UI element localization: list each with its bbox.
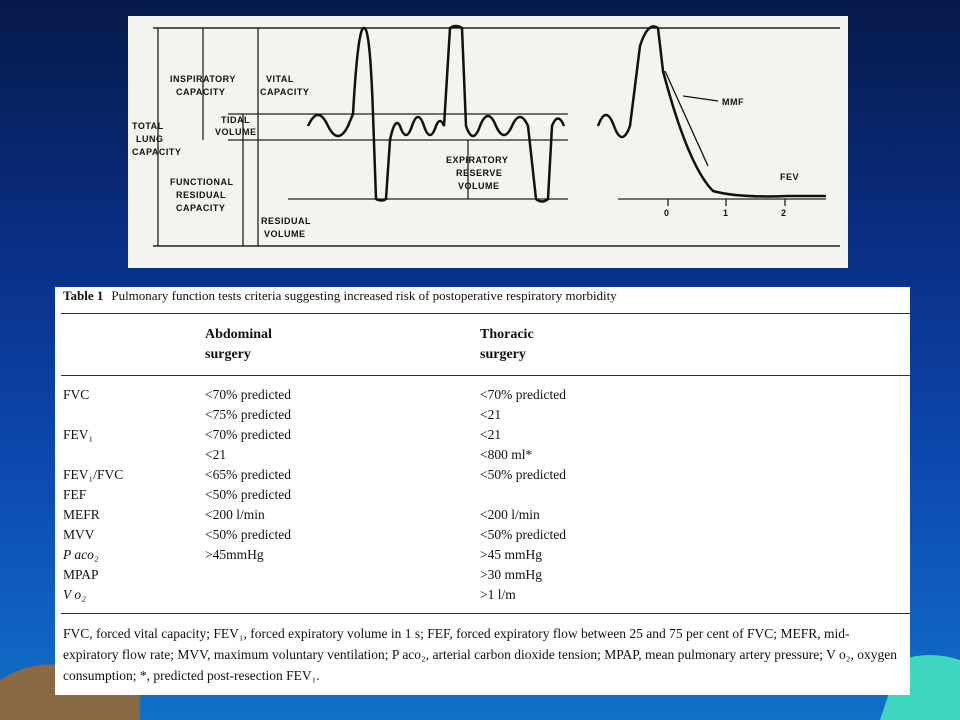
table-rule-header xyxy=(61,375,910,376)
table-caption xyxy=(63,288,617,304)
label-vital-capacity: VITAL CAPACITY xyxy=(260,74,310,97)
table-row: FEV₁/FVC <65% predicted <50% predicted xyxy=(63,467,566,482)
column-header-thoracic: Thoracic surgery xyxy=(480,327,534,362)
tick-label-0: 0 xyxy=(664,208,670,218)
table-row: <75% predicted <21 xyxy=(205,407,502,422)
table-row: FEV₁ <70% predicted <21 xyxy=(63,427,502,442)
label-expiratory-reserve-volume: EXPIRATORY RESERVE VOLUME xyxy=(446,155,509,191)
table-row: V o₂ >1 l/m xyxy=(63,587,516,602)
table-row: MPAP >30 mmHg xyxy=(63,567,542,582)
table-number: Table 1 xyxy=(63,288,104,303)
pft-criteria-table xyxy=(55,287,910,695)
lung-volume-diagram xyxy=(128,16,848,268)
table-row: P aco₂ >45mmHg >45 mmHg xyxy=(63,547,542,562)
table-row: MEFR <200 l/min <200 l/min xyxy=(63,507,540,522)
table-row: FVC <70% predicted <70% predicted xyxy=(63,387,566,402)
table-footnote: FVC, forced vital capacity; FEV₁, forced expiratory volume in 1 s; FEF, forced expiratory flow between 25 and 75 per cent of FVC; MEFR, mid-expiratory flow rate; MVV, maximum voluntary ventilation; P aco₂, arterial carbon dioxide tension; MPAP, mean pulmonary artery pressure; V o₂, oxygen consumption; *, predicted post-resection FEV₁. xyxy=(63,626,898,683)
label-inspiratory-capacity: INSPIRATORY CAPACITY xyxy=(170,74,236,97)
label-tidal-volume: TIDAL VOLUME xyxy=(215,115,257,137)
label-mmf: MMF xyxy=(722,97,744,107)
table-rule-bottom xyxy=(61,613,910,614)
label-total-lung-capacity: TOTAL LUNG CAPACITY xyxy=(132,121,182,157)
tick-label-2: 2 xyxy=(781,208,787,218)
table-row: MVV <50% predicted <50% predicted xyxy=(63,527,566,542)
table-rule-top xyxy=(61,313,910,314)
table-row: <21 <800 ml* xyxy=(205,447,533,462)
table-row: FEF <50% predicted xyxy=(63,487,291,502)
tick-label-1: 1 xyxy=(723,208,729,218)
label-residual-volume: RESIDUAL VOLUME xyxy=(261,216,311,239)
label-fev: FEV xyxy=(780,172,800,182)
column-header-abdominal: Abdominal surgery xyxy=(205,327,272,362)
table-title: Pulmonary function tests criteria suggesting increased risk of postoperative respiratory morbidity xyxy=(111,288,617,303)
label-functional-residual-capacity: FUNCTIONAL RESIDUAL CAPACITY xyxy=(170,177,234,213)
